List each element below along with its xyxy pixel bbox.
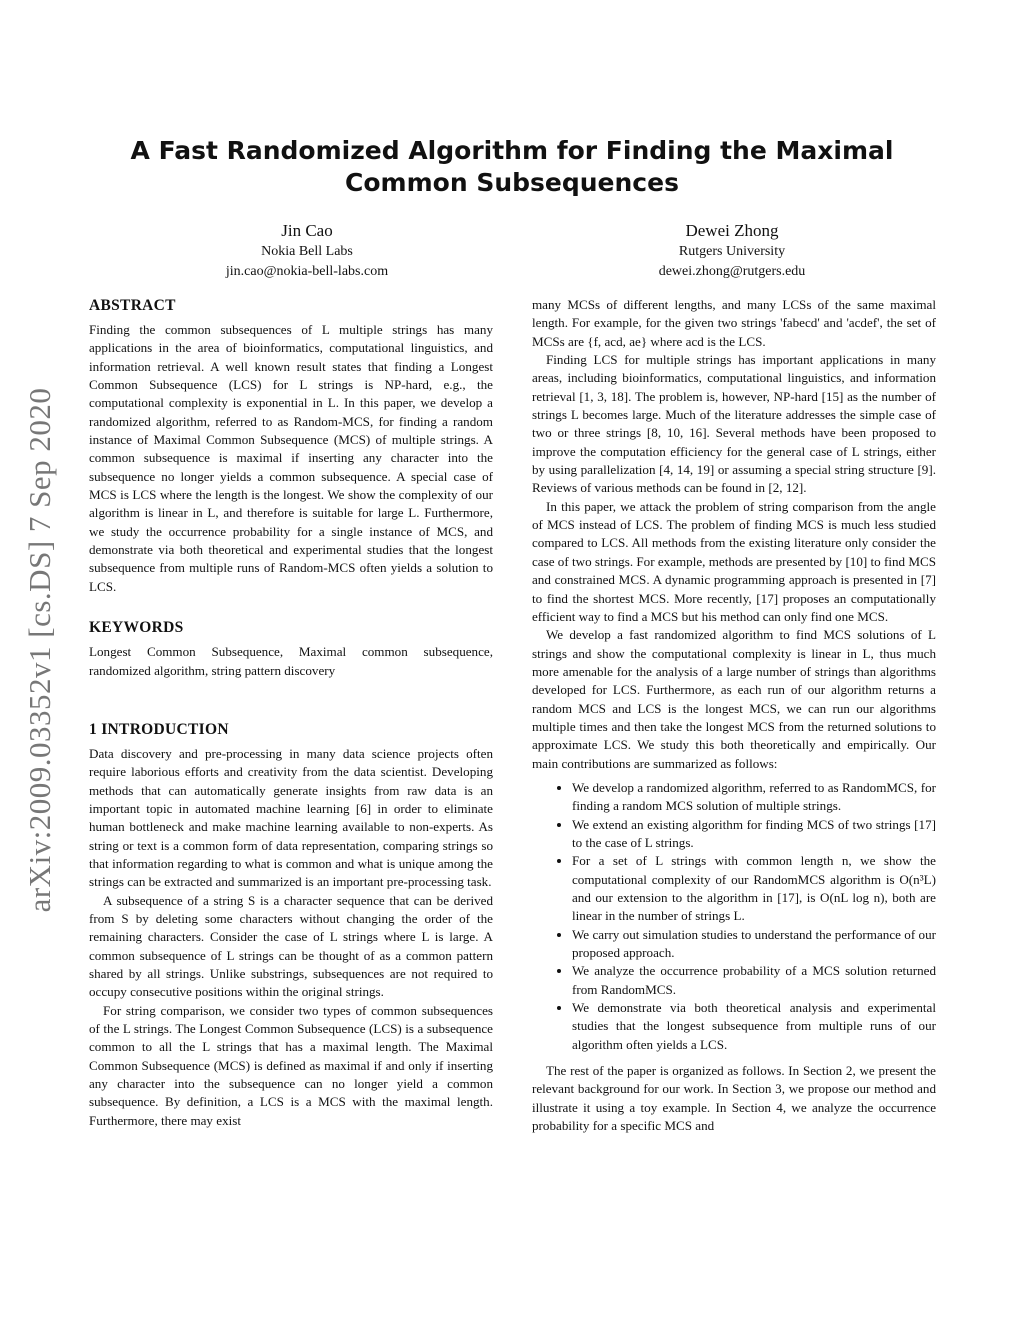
intro-paragraph: Data discovery and pre-processing in many data science projects often require laborious efforts and creativity from the data scientist. Developing methods that can automatically generate insights from raw data is an important topic in automated machine learning [6] in order to eliminate human bottleneck and make machine learning available to non-experts. As string or text is a common form of data representation, comparing strings so that information regarding to what is common and what is unique among the strings can be extracted and summarized is an important pre-processing task. — [89, 745, 493, 890]
body-paragraph: The rest of the paper is organized as follows. In Section 2, we present the relevant background for our work. In Section 3, we propose our method and illustrate it using a toy example. In Section 4, we analyze the occurrence probability for a specific MCS and — [532, 1063, 936, 1134]
paper-title: A Fast Randomized Algorithm for Finding the Maximal Common Subsequences — [130, 136, 894, 197]
keywords-text: Longest Common Subsequence, Maximal common subsequence, randomized algorithm, string pattern discovery — [89, 644, 493, 678]
author-affiliation: Nokia Bell Labs — [261, 244, 353, 259]
author-name: Dewei Zhong — [685, 221, 779, 240]
left-column — [89, 296, 493, 1130]
right-column — [532, 296, 936, 1135]
intro-heading: 1 INTRODUCTION — [89, 720, 229, 738]
list-item: • We analyze the occurrence probability of a MCS solution returned from RandomMCS. — [572, 962, 936, 999]
abstract-heading: ABSTRACT — [89, 297, 176, 314]
author-block-1 — [157, 220, 457, 282]
author-email: dewei.zhong@rutgers.edu — [658, 264, 806, 279]
body-paragraph: Finding LCS for multiple strings has important applications in many areas, including bioinformatics, computational linguistics, and information retrieval [1, 3, 18]. The problem is, however, NP-hard [15] as the number of strings L becomes large. Much of the literature addresses the simple case of two or three strings [8, 10, 16]. Several methods have been proposed to improve the computation efficiency for the general case of L strings, either by using parallelization [4, 14, 19] or assuming a special string structure [9]. Reviews of various methods can be found in [2, 12]. — [532, 352, 936, 496]
body-paragraph: In this paper, we attack the problem of string comparison from the angle of MCS instead of LCS. The problem of finding MCS is much less studied compared to LCS. All methods from the existing literature only consider the case of two strings. For example, methods are presented by [10] to find MCS and constrained MCS. A dynamic programming approach is presented in [7] to find the shortest MCS. More recently, [17] proposes an computationally efficient way to find a MCS but his method can only find one MCS. — [532, 498, 937, 624]
intro-paragraph: For string comparison, we consider two types of common subsequences of the L strings. The Longest Common Subsequence (LCS) is a subsequence common to all the L strings that has a maximal length. The Maximal Common Subsequence (MCS) is defined as maximal if and only if inserting any character into the subsequence can no longer yield a common subsequence. By definition, a LCS is a MCS with the maximal length. Furthermore, there may exist — [89, 1002, 493, 1128]
body-paragraph: many MCSs of different lengths, and many LCSs of the same maximal length. For example, for the given two strings 'fabecd' and 'acdef', the set of MCSs are {f, acd, ae} where acd is the LCS. — [532, 297, 936, 349]
body-paragraph: We develop a fast randomized algorithm to find MCS solutions of L strings and show the computational complexity is linear in L, thus much more amenable for the analysis of a large number of strings than algorithms developed for LCS. Furthermore, as each run of our algorithm returns a random MCS and LCS is the longest MCS, we can run our algorithms multiple times and then take the longest MCS from the returned solutions to approximate LCS. We study this both theoretically and empirically. Our main contributions are summarized as follows: — [532, 627, 936, 771]
intro-paragraph: A subsequence of a string S is a character sequence that can be derived from S by deleting some characters without changing the order of the remaining characters. Consider the case of L strings where L is large. A common subsequence of L strings can be thought of as a common pattern shared by all strings. Unlike substrings, subsequences are not required to occupy consecutive positions within the original strings. — [89, 892, 493, 1000]
contributions-list — [532, 779, 936, 1054]
author-email: jin.cao@nokia-bell-labs.com — [225, 264, 389, 279]
list-item: • We develop a randomized algorithm, referred to as RandomMCS, for finding a random MCS solution of multiple strings. — [572, 779, 936, 816]
author-block-2 — [582, 220, 882, 282]
abstract-text: Finding the common subsequences of L multiple strings has many applications in the area of bioinformatics, computational linguistics, and information retrieval. A well known result states that finding a Longest Common Subsequence (LCS) for L strings is NP-hard, e.g., the computational complexity is exponential in L. In this paper, we develop a randomized algorithm, referred to as Random-MCS, for finding a random instance of Maximal Common Subsequence (MCS) of multiple strings. A common subsequence is maximal if inserting any character into the subsequence no longer yields a common subsequence. A special case of MCS is LCS where the length is the longest. We show the complexity of our algorithm is linear in L, and therefore is suitable for large L. Furthermore, we study the occurrence probability for a single instance of MCS, and demonstrate via both theoretical and experimental studies that the longest subsequence from multiple runs of Random-MCS often yields a solution to LCS. — [89, 322, 493, 594]
arxiv-stamp: arXiv:2009.03352v1 [cs.DS] 7 Sep 2020 — [22, 387, 57, 913]
list-item: • For a set of L strings with common length n, we show the computational complexity of our RandomMCS algorithm is O(n³L) and our extension to the algorithm in [17], is O(nL log n), both are linear in the number of strings L. — [572, 852, 936, 925]
author-name: Jin Cao — [281, 221, 333, 240]
keywords-heading: KEYWORDS — [89, 619, 184, 637]
author-affiliation: Rutgers University — [678, 244, 786, 259]
list-item: • We demonstrate via both theoretical analysis and experimental studies that the longest subsequence from multiple runs of our algorithm often yields a LCS. — [572, 999, 936, 1054]
list-item: • We extend an existing algorithm for finding MCS of two strings [17] to the case of L strings. — [572, 816, 936, 853]
list-item: • We carry out simulation studies to understand the performance of our proposed approach. — [572, 926, 936, 963]
